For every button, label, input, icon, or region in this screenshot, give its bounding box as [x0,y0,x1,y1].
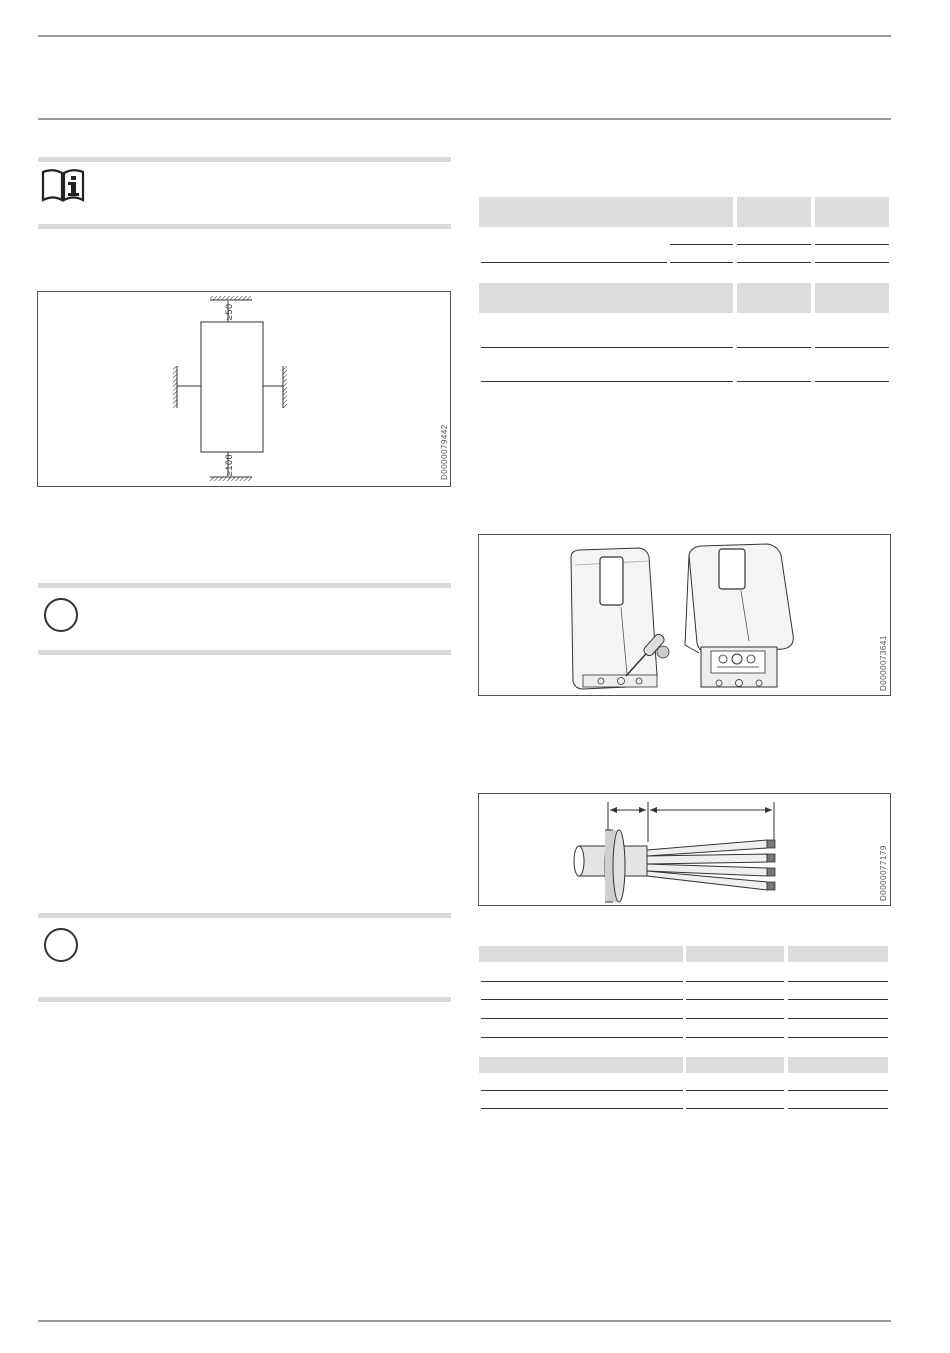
table-3-row-line [481,1018,683,1019]
footer-rule [38,1320,891,1322]
table-2-row-line [737,381,811,382]
table-4-header-cell-3 [788,1057,888,1073]
note-circle-icon [44,928,78,962]
book-info-icon [41,169,85,203]
table-2-row-line [481,381,733,382]
table-1-header-cell-3 [815,197,889,227]
table-3-row-line [686,1018,784,1019]
table-2-header-cell-3 [815,283,889,313]
header-rule-top [38,35,891,37]
table-4-header-cell-1 [479,1057,683,1073]
table-4-row-line [686,1108,784,1109]
table-2-header-cell-1 [479,283,733,313]
table-1-header-cell-2 [737,197,811,227]
note-box-1-top-bar [38,583,451,588]
table-4-row-line [481,1108,683,1109]
note-box-2-top-bar [38,913,451,918]
table-3-row-line [481,1037,683,1038]
table-4-row-line [788,1090,888,1091]
table-3-row-line [686,981,784,982]
note-box-1-bottom-bar [38,650,451,655]
info-box-top-bar [38,157,451,162]
table-3-row-line [788,1018,888,1019]
table-3-row-line [686,1037,784,1038]
table-1-header-cell-1 [479,197,733,227]
table-2-row-line [481,347,733,348]
table-3-row-line [788,1037,888,1038]
figure-code: D0000077179 [879,845,888,901]
dim-bottom-label: ≥100 [224,454,234,476]
table-3-row-line [788,981,888,982]
header-rule-bottom [38,118,891,120]
dim-top-label: ≥50 [224,303,234,320]
table-4-row-line [686,1090,784,1091]
device-figure [478,534,891,696]
table-3-row-line [481,981,683,982]
device-illustration [479,535,890,695]
table-2-row-line [815,347,889,348]
cable-figure [478,793,891,906]
table-4-row-line [788,1108,888,1109]
note-circle-icon [44,598,78,632]
info-box-bottom-bar [38,224,451,229]
figure-code: D0000079442 [440,424,449,480]
figure-code: D0000073641 [879,635,888,691]
clearance-figure [37,291,451,487]
table-3-header-cell-3 [788,946,888,962]
note-box-2-bottom-bar [38,997,451,1002]
table-1-row-line [670,262,733,263]
table-1-row-line [737,262,811,263]
table-3-row-line [686,999,784,1000]
table-3-header-cell-1 [479,946,683,962]
table-1-row-line [815,244,889,245]
table-4-header-cell-2 [686,1057,784,1073]
table-3-header-cell-2 [686,946,784,962]
table-3-row-line [481,999,683,1000]
table-1-row-line [670,244,733,245]
clearance-diagram [38,292,450,486]
cable-diagram [479,794,890,905]
table-4-row-line [481,1090,683,1091]
table-1-row-line [815,262,889,263]
table-1-row-line [481,262,667,263]
table-2-row-line [737,347,811,348]
table-1-row-line [737,244,811,245]
table-2-row-line [815,381,889,382]
table-2-header-cell-2 [737,283,811,313]
table-3-row-line [788,999,888,1000]
